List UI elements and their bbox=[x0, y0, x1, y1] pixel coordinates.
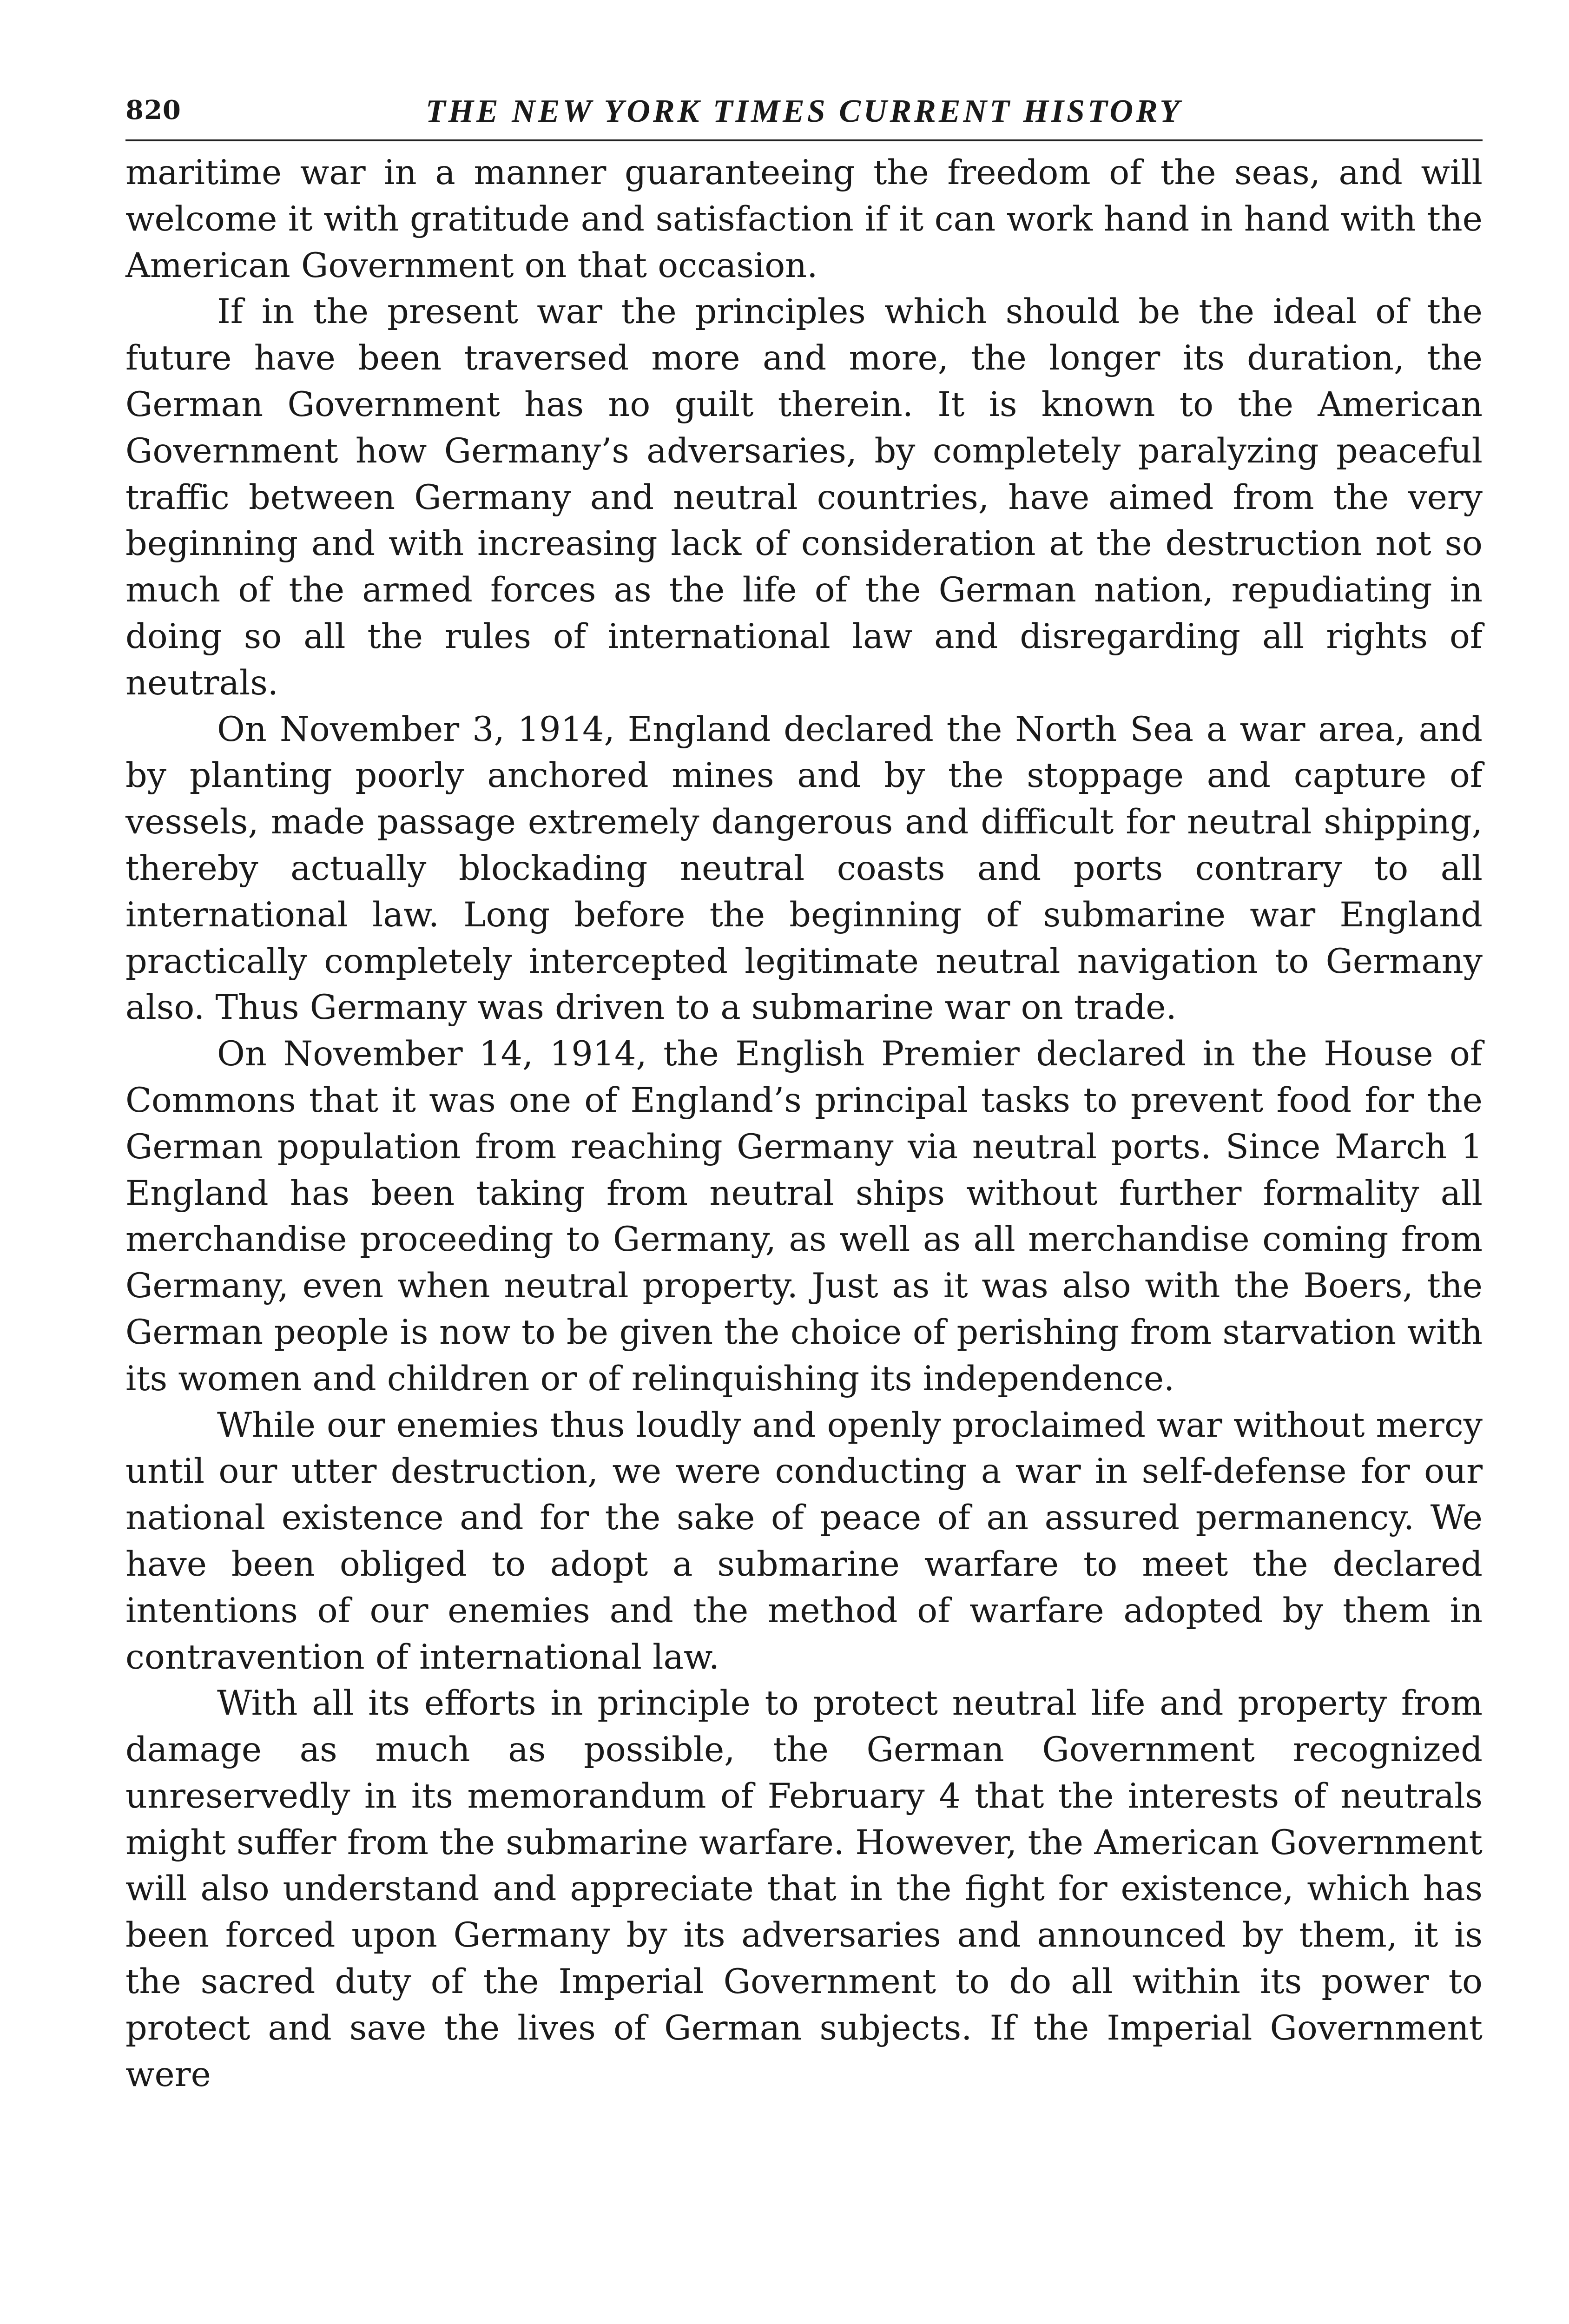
paragraph-4: On November 14, 1914, the English Premier declared in the House of Commons that it was one of England’s principal tasks to prevent food for the German population from reaching Germany via neutral ports. Since March 1 England has been taking from neutral ships without further formality all merchandise proceeding to Germany, as well as all merchandise coming from Germany, even when neutral property. Just as it was also with the Boers, the German people is now to be given the choice of perishing from starvation with its women and children or of relinquishing its independence. bbox=[125, 1034, 1483, 1399]
page-header bbox=[125, 88, 1483, 141]
document-page bbox=[125, 88, 1483, 2098]
paragraph-6: With all its efforts in principle to protect neutral life and property from damage as much as possible, the German Government recognized unreservedly in its memorandum of February 4 that the interests of neutrals might suffer from the submarine warfare. However, the American Government will also understand and appreciate that in the fight for existence, which has been forced upon Germany by its adversaries and announced by them, it is the sacred duty of the Imperial Government to do all within its power to protect and save the lives of German subjects. If the Imperial Government were bbox=[125, 1684, 1483, 2094]
running-head: THE NEW YORK TIMES CURRENT HISTORY bbox=[425, 93, 1183, 129]
page-number: 820 bbox=[125, 95, 181, 125]
paragraph-3: On November 3, 1914, England declared the North Sea a war area, and by planting poorly anchored mines and by the stoppage and capture of vessels, made passage extremely dangerous and difficult for neutral shipping, thereby actually blockading neutral coasts and ports contrary to all international law. Long before the beginning of submarine war England practically completely intercepted legitimate neutral navigation to Germany also. Thus Germany was driven to a submarine war on trade. bbox=[125, 709, 1483, 1028]
paragraph-1: maritime war in a manner guaranteeing the freedom of the seas, and will welcome it with gratitude and satisfaction if it can work hand in hand with the American Government on that occasion. bbox=[125, 153, 1483, 285]
paragraph-5: While our enemies thus loudly and openly proclaimed war without mercy until our utter destruction, we were conducting a war in self-defense for our national existence and for the sake of peace of an assured permanency. We have been obliged to adopt a submarine warfare to meet the declared intentions of our enemies and the method of warfare adopted by them in contravention of international law. bbox=[125, 1405, 1483, 1677]
article-body bbox=[125, 150, 1483, 2098]
paragraph-2: If in the present war the principles which should be the ideal of the future have been traversed more and more, the longer its duration, the German Government has no guilt therein. It is known to the American Government how Germany’s adversaries, by completely paralyzing peaceful traffic between Germany and neutral countries, have aimed from the very beginning and with increasing lack of consideration at the destruction not so much of the armed forces as the life of the German nation, repudiating in doing so all the rules of international law and disregarding all rights of neutrals. bbox=[125, 292, 1483, 703]
